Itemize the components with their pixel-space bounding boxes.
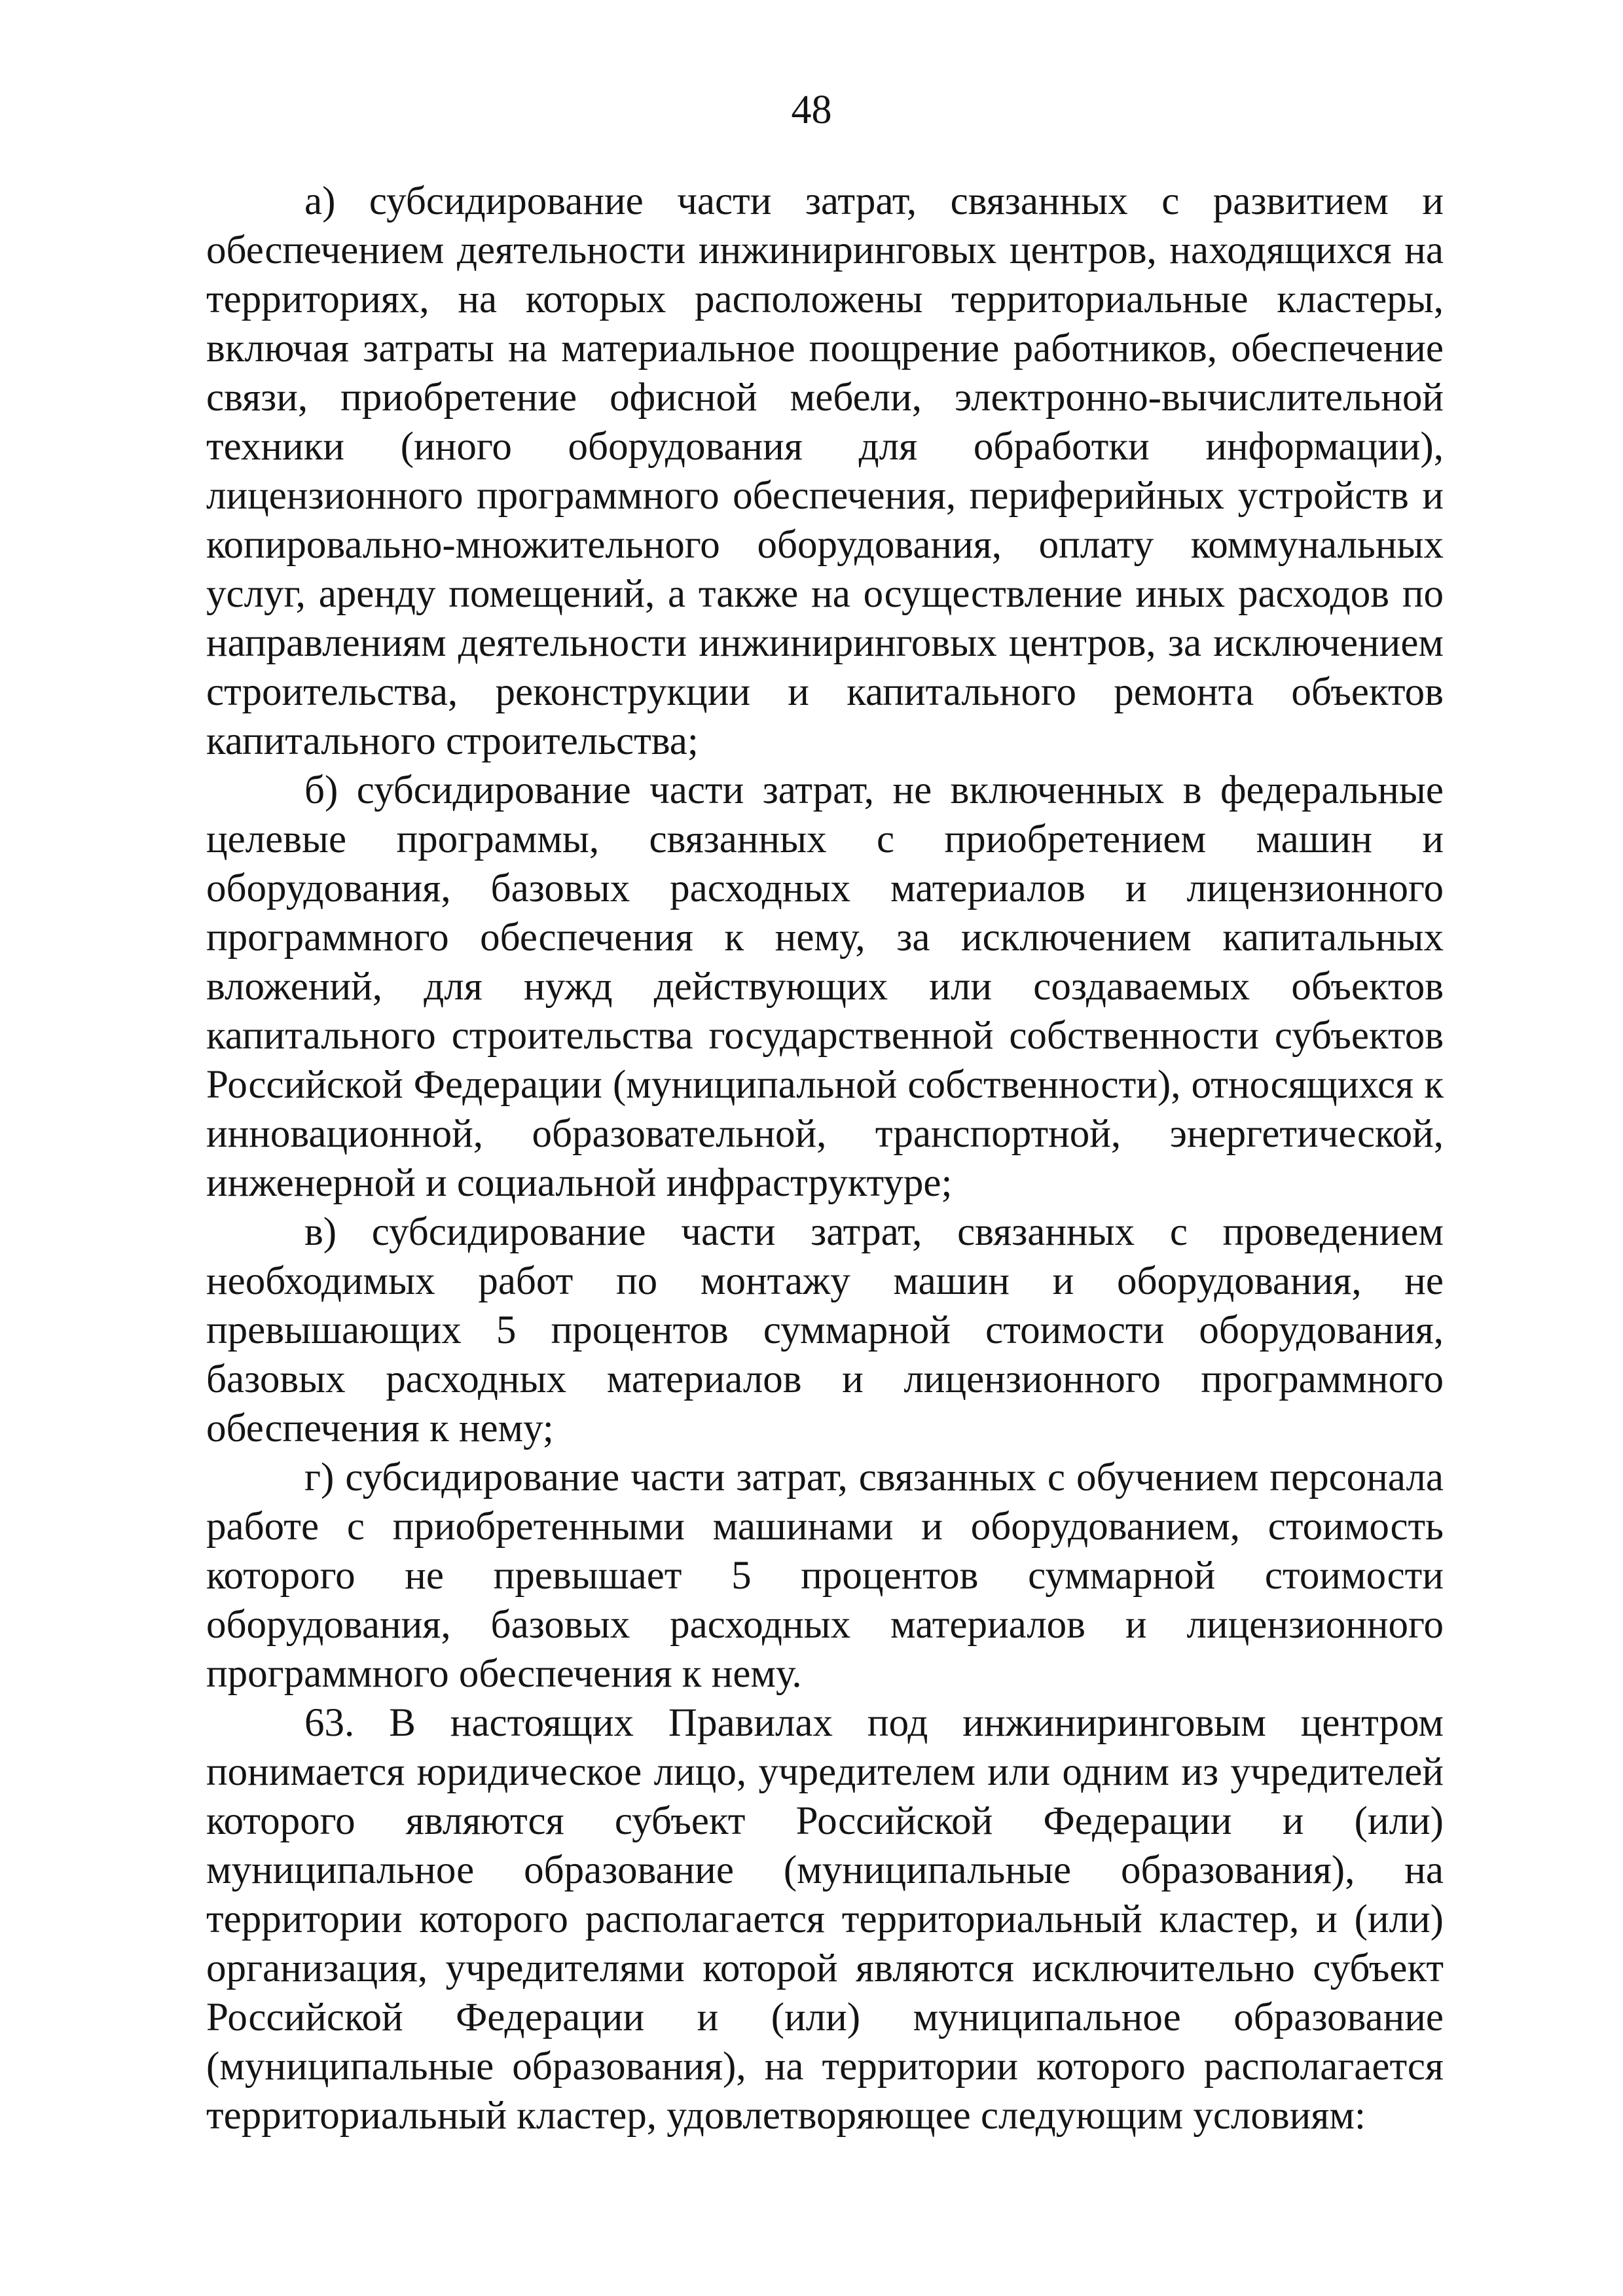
paragraph-a-subsidy-engineering-centers: а) субсидирование части затрат, связанных с развитием и обеспечением деятельности инжиниринговых центров, находящихся на территориях, на которых расположены территориальные кластеры, включая затраты на материальное поощрение работников, обеспечение связи, приобретение офисной мебели, электронно-вычислительной техники (иного оборудования для обработки информации), лицензионного программного обеспечения, периферийных устройств и копировально-множительного оборудования, оплату коммунальных услуг, аренду помещений, а также на осуществление иных расходов по направлениям деятельности инжиниринговых центров, за исключением строительства, реконструкции и капитального ремонта объектов капитального строительства;: [206, 179, 1444, 763]
document-body: [206, 177, 1444, 2140]
page-number: 48: [791, 88, 832, 132]
paragraph-v-subsidy-installation: в) субсидирование части затрат, связанных с проведением необходимых работ по монтажу машин и оборудования, не превышающих 5 процентов суммарной стоимости оборудования, базовых расходных материалов и лицензионного программного обеспечения к нему;: [206, 1210, 1444, 1450]
paragraph-63-definition: 63. В настоящих Правилах под инжиниринговым центром понимается юридическое лицо, учредителем или одним из учредителей которого являются субъект Российской Федерации и (или) муниципальное образование (муниципальные образования), на территории которого располагается территориальный кластер, и (или) организация, учредителями которой являются исключительно субъект Российской Федерации и (или) муниципальное образование (муниципальные образования), на территории которого располагается территориальный кластер, удовлетворяющее следующим условиям:: [206, 1701, 1444, 2138]
paragraph-g-subsidy-training: г) субсидирование части затрат, связанных с обучением персонала работе с приобретенными машинами и оборудованием, стоимость которого не превышает 5 процентов суммарной стоимости оборудования, базовых расходных материалов и лицензионного программного обеспечения к нему.: [206, 1456, 1444, 1696]
paragraph-b-subsidy-equipment-purchase: б) субсидирование части затрат, не включенных в федеральные целевые программы, связанных с приобретением машин и оборудования, базовых расходных материалов и лицензионного программного обеспечения к нему, за исключением капитальных вложений, для нужд действующих или создаваемых объектов капитального строительства государственной собственности субъектов Российской Федерации (муниципальной собственности), относящихся к инновационной, образовательной, транспортной, энергетической, инженерной и социальной инфраструктуре;: [206, 768, 1444, 1205]
